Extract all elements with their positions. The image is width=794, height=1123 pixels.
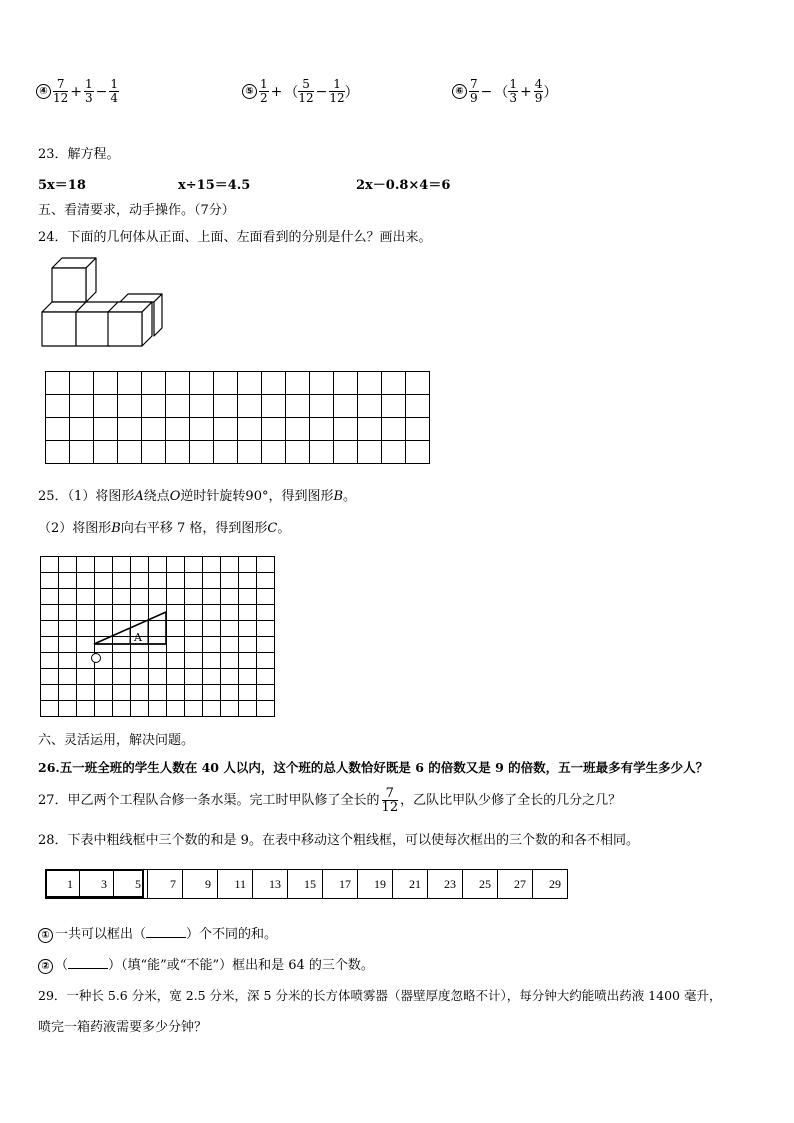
grid-cell <box>142 441 166 464</box>
equation-2: x÷15＝4.5 <box>178 178 251 193</box>
grid-cell <box>166 372 190 395</box>
answer-blank[interactable] <box>68 968 108 969</box>
grid-cell <box>214 372 238 395</box>
number-cell: 15 <box>288 870 323 899</box>
number-cell: 17 <box>323 870 358 899</box>
grid-cell <box>238 372 262 395</box>
grid-cell <box>238 441 262 464</box>
grid-cell <box>382 441 406 464</box>
number-cell: 27 <box>498 870 533 899</box>
q24-title: 24．下面的几何体从正面、上面、左面看到的分别是什么？画出来。 <box>38 230 432 245</box>
fraction: $\frac{5}{12}$ <box>298 77 314 105</box>
grid-cell <box>358 372 382 395</box>
fraction: $\frac{4}{9}$ <box>534 77 543 105</box>
grid-cell <box>46 418 70 441</box>
grid-cell <box>190 372 214 395</box>
grid-cell <box>118 395 142 418</box>
circled-number: ⑥ <box>452 84 467 99</box>
grid-cell <box>94 372 118 395</box>
grid-cell <box>214 418 238 441</box>
q25-line1: 25．（1）将图形A绕点O逆时针旋转90°，得到图形B。 <box>38 489 357 504</box>
fraction: $\frac{7}{12}$ <box>381 786 399 815</box>
grid-cell <box>94 441 118 464</box>
grid-cell <box>70 372 94 395</box>
grid-cell <box>190 441 214 464</box>
grid-cell <box>142 372 166 395</box>
number-cell: 5 <box>114 870 148 899</box>
q23-title: 23．解方程。 <box>38 147 120 162</box>
point-o <box>92 654 101 663</box>
q28-title: 28．下表中粗线框中三个数的和是 9。在表中移动这个粗线框，可以使每次框出的三个数的和各不相同。 <box>38 833 639 848</box>
grid-cell <box>310 418 334 441</box>
equation-3: 2x－0.8×4＝6 <box>356 178 451 193</box>
grid-cell <box>166 395 190 418</box>
grid-cell <box>406 441 430 464</box>
grid-cell <box>382 372 406 395</box>
expression-6: ⑥ $\frac{7}{9}$ − （ $\frac{1}{3}$ + $\frac{4}{9}$ ） <box>452 78 557 105</box>
q29-line1: 29．一种长 5.6 分米，宽 2.5 分米，深 5 分米的长方体喷雾器（器壁厚度忽略不计），每分钟大约能喷出药液 1400 毫升， <box>38 988 722 1003</box>
grid-cell <box>286 418 310 441</box>
number-strip <box>45 869 568 899</box>
grid-cell <box>118 372 142 395</box>
number-cell: 1 <box>46 870 80 899</box>
shape-a-overlay <box>40 556 275 719</box>
grid-cell <box>358 418 382 441</box>
grid-cell <box>286 372 310 395</box>
number-cell: 9 <box>183 870 218 899</box>
grid-cell <box>118 418 142 441</box>
expression-4: ④ $\frac{7}{12}$ + $\frac{1}{3}$ − $\frac{1}{4}$ <box>36 78 119 105</box>
grid-cell <box>358 395 382 418</box>
grid-cell <box>190 395 214 418</box>
grid-cell <box>406 395 430 418</box>
number-cell: 25 <box>463 870 498 899</box>
fraction: $\frac{7}{9}$ <box>470 77 478 105</box>
section-five-heading: 五、看清要求，动手操作。（7分） <box>38 203 235 218</box>
rotation-grid-container <box>40 556 275 719</box>
grid-cell <box>262 395 286 418</box>
fraction: $\frac{1}{3}$ <box>85 77 93 105</box>
shape-a-label: A <box>134 631 142 644</box>
grid-cell <box>70 395 94 418</box>
grid-cell <box>286 395 310 418</box>
q25-line2: （2）将图形B向右平移 7 格，得到图形C。 <box>38 521 291 536</box>
cube-solid-figure <box>38 254 166 348</box>
circled-number: ① <box>38 928 53 943</box>
grid-cell <box>334 372 358 395</box>
grid-cell <box>334 418 358 441</box>
fraction: $\frac{1}{2}$ <box>260 77 268 105</box>
grid-cell <box>46 441 70 464</box>
grid-cell <box>310 441 334 464</box>
grid-cell <box>214 441 238 464</box>
grid-cell <box>286 441 310 464</box>
grid-cell <box>142 418 166 441</box>
fraction: $\frac{1}{12}$ <box>329 77 345 105</box>
grid-cell <box>334 395 358 418</box>
number-cell: 7 <box>148 870 183 899</box>
grid-cell <box>94 395 118 418</box>
q26-text: 26.五一班全班的学生人数在 40 人以内，这个班的总人数恰好既是 6 的倍数又是 9 的倍数，五一班最多有学生多少人？ <box>38 760 709 775</box>
number-cell: 29 <box>533 870 568 899</box>
q27-text: 27．甲乙两个工程队合修一条水渠。完工时甲队修了全长的 $\frac{7}{12}$ ，乙队比甲队少修了全长的几分之几？ <box>38 786 622 815</box>
grid-cell <box>334 441 358 464</box>
grid-cell <box>94 418 118 441</box>
answer-blank[interactable] <box>146 937 186 938</box>
grid-cell <box>310 395 334 418</box>
drawing-grid-24 <box>45 371 430 464</box>
number-cell: 23 <box>428 870 463 899</box>
grid-cell <box>262 372 286 395</box>
q28-sub1: ① 一共可以框出（ ）个不同的和。 <box>38 927 277 943</box>
q29-line2: 喷完一箱药液需要多少分钟？ <box>38 1020 208 1035</box>
grid-cell <box>358 441 382 464</box>
grid-cell <box>118 441 142 464</box>
grid-cell <box>70 441 94 464</box>
number-cell: 19 <box>358 870 393 899</box>
section-six-heading: 六、灵活运用，解决问题。 <box>38 733 195 748</box>
grid-cell <box>382 418 406 441</box>
grid-cell <box>190 418 214 441</box>
grid-cell <box>238 418 262 441</box>
fraction: $\frac{1}{4}$ <box>110 77 119 105</box>
grid-cell <box>46 372 70 395</box>
grid-cell <box>166 441 190 464</box>
grid-cell <box>238 395 262 418</box>
expression-5: ⑤ $\frac{1}{2}$ + （ $\frac{5}{12}$ − $\frac{1}{12}$ ） <box>242 78 359 105</box>
fraction: $\frac{7}{12}$ <box>53 77 69 105</box>
circled-number: ④ <box>36 84 51 99</box>
thick-frame[interactable] <box>45 869 144 898</box>
equation-1: 5x＝18 <box>38 178 86 193</box>
grid-cell <box>214 395 238 418</box>
grid-cell <box>166 418 190 441</box>
number-cell: 3 <box>80 870 114 899</box>
grid-cell <box>142 395 166 418</box>
grid-cell <box>70 418 94 441</box>
circled-number: ⑤ <box>242 84 257 99</box>
grid-cell <box>262 418 286 441</box>
number-cell: 13 <box>253 870 288 899</box>
grid-cell <box>310 372 334 395</box>
grid-cell <box>382 395 406 418</box>
q28-sub2: ② （ ）（填“能”或“不能”）框出和是 64 的三个数。 <box>38 958 374 974</box>
fraction: $\frac{1}{3}$ <box>509 77 518 105</box>
number-cell: 21 <box>393 870 428 899</box>
number-cell: 11 <box>218 870 253 899</box>
grid-cell <box>46 395 70 418</box>
circled-number: ② <box>38 959 53 974</box>
grid-cell <box>262 441 286 464</box>
grid-cell <box>406 418 430 441</box>
grid-cell <box>406 372 430 395</box>
